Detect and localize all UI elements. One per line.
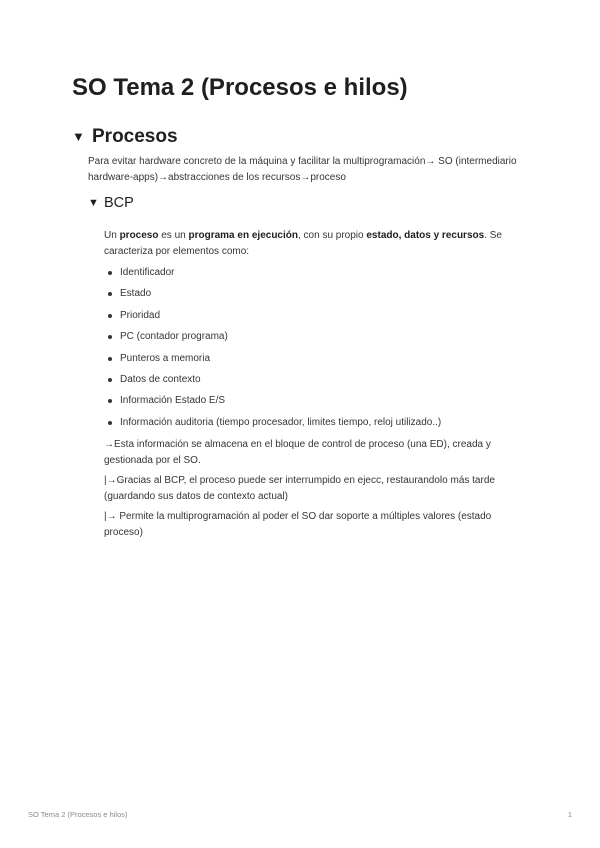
list-item: Información Estado E/S bbox=[104, 394, 532, 408]
list-item: Punteros a memoria bbox=[104, 352, 532, 366]
definition-bold: programa en ejecución bbox=[188, 230, 298, 241]
definition-text: es un bbox=[158, 230, 189, 241]
definition-text: , con su propio bbox=[297, 230, 367, 241]
definition-text: . Se caracteriza por elementos como: bbox=[104, 230, 502, 257]
toggle-heading-label: BCP bbox=[104, 195, 134, 211]
toggle-heading-label: Procesos bbox=[92, 126, 178, 147]
page-title: SO Tema 2 (Procesos e hilos) bbox=[72, 74, 408, 101]
triangle-down-icon[interactable]: ▼ bbox=[88, 197, 99, 209]
definition-bold: estado, datos y recursos bbox=[366, 230, 485, 241]
note-paragraph: →Esta información se almacena en el bloque de control de proceso (una ED), creada y gestionada por el SO. bbox=[104, 439, 491, 467]
list-item: Información auditoria (tiempo procesador, limites tiempo, reloj utilizado..) bbox=[104, 416, 532, 430]
document-page bbox=[72, 72, 532, 541]
bcp-element-list bbox=[104, 266, 532, 430]
triangle-down-icon[interactable]: ▼ bbox=[72, 129, 85, 144]
list-item: Estado bbox=[104, 287, 532, 301]
list-item: Identificador bbox=[104, 266, 532, 280]
toggle-heading-bcp[interactable] bbox=[88, 192, 532, 214]
toggle-body-procesos bbox=[88, 154, 532, 541]
intro-paragraph: Para evitar hardware concreto de la máquina y facilitar la multiprogramación→ SO (intermediario hardware-apps)→abstracciones de los recursos→proceso bbox=[88, 156, 517, 183]
definition-text: Un bbox=[104, 230, 120, 241]
note-paragraph: |→Gracias al BCP, el proceso puede ser interrumpido en ejecc, restaurandolo más tarde (guardando sus datos de contexto actual) bbox=[104, 475, 495, 503]
toggle-heading-procesos[interactable] bbox=[72, 124, 532, 150]
definition-paragraph bbox=[104, 228, 532, 260]
list-item: Prioridad bbox=[104, 309, 532, 323]
note-paragraph: |→ Permite la multiprogramación al poder el SO dar soporte a múltiples valores (estado proceso) bbox=[104, 511, 492, 539]
definition-bold: proceso bbox=[119, 230, 159, 241]
footer-title: SO Tema 2 (Procesos e hilos) bbox=[28, 810, 128, 819]
toggle-body-bcp bbox=[104, 228, 532, 541]
footer-page-number: 1 bbox=[567, 810, 572, 819]
list-item: Datos de contexto bbox=[104, 373, 532, 387]
list-item: PC (contador programa) bbox=[104, 330, 532, 344]
